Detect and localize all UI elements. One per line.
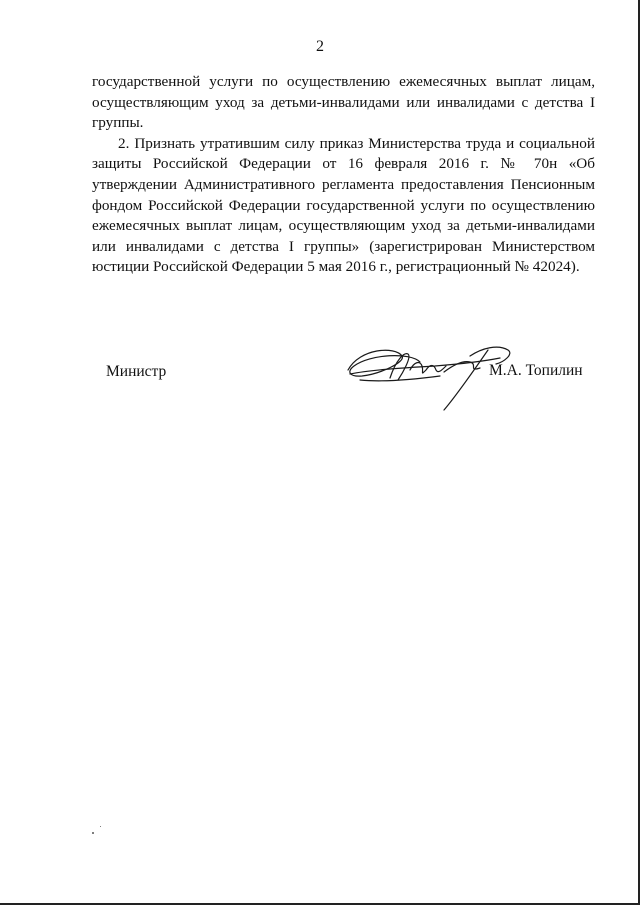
- signer-name: М.А. Топилин: [489, 362, 583, 379]
- page-number: 2: [316, 38, 324, 55]
- scan-speck: [92, 832, 94, 834]
- scan-speck: [100, 826, 101, 827]
- paragraph-repeal-order: 2. Признать утратившим силу приказ Министерства труда и социальной защиты Российской Федерации от 16 февраля 2016 г. № 70н «Об утверждении Административного регламента предоставления Пенсионным фондом Российской Федерации государственной услуги по осуществлению ежемесячных выплат лицам, осуществляющим уход за детьми-инвалидами или инвалидами с детства I группы» (зарегистрирован Министерством юстиции Российской Федерации 5 мая 2016 г., регистрационный № 42024).: [92, 134, 595, 276]
- paragraph-continuation: государственной услуги по осуществлению ежемесячных выплат лицам, осуществляющим уход за детьми-инвалидами или инвалидами с детства I группы.: [92, 73, 595, 132]
- signer-title: Министр: [106, 363, 167, 380]
